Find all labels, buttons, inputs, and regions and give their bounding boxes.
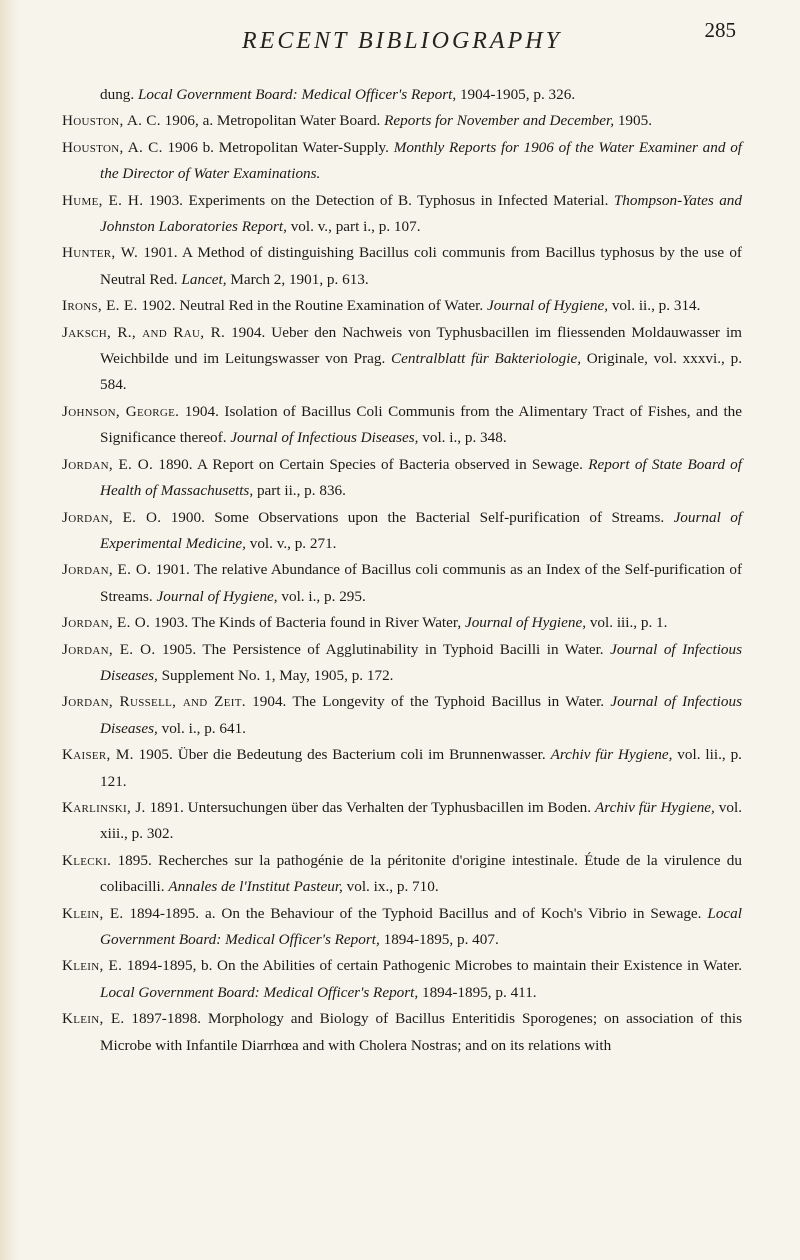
- entry-title: dung.: [100, 86, 138, 103]
- entry-title: 1905. The Persistence of Agglutinability in Typhoid Bacilli in Water.: [155, 640, 611, 658]
- entry-author: Jordan, E. O.: [62, 614, 151, 632]
- entry-title: 1900. Some Observations upon the Bacterial Self-purification of Streams.: [161, 508, 674, 526]
- entry-author: Hume, E. H.: [62, 191, 144, 209]
- entry-journal: Journal of Hygiene,: [486, 297, 609, 315]
- entry-title: 1901. A Method of distinguishing Bacillus coli communis from Bacillus typhosus by the use of Neutral Red.: [100, 244, 742, 288]
- entry-citation: vol. iii., p. 1.: [586, 614, 668, 632]
- entry-author: Kaiser, M.: [62, 746, 134, 764]
- entry-citation: vol. i., p. 641.: [157, 719, 246, 737]
- entry-title: 1895. Recherches sur la pathogénie de la péritonite d'origine intestinale. Étude de la virulence du colibacilli.: [100, 851, 742, 896]
- bibliography-entry: [62, 82, 742, 108]
- entry-title: 1904. Ueber den Nachweis von Typhusbacillen im fliessenden Moldauwasser im Weichbilde und im Leitungswasser von Prag.: [100, 323, 742, 368]
- bibliography-entry: [62, 1006, 742, 1059]
- entry-citation: vol. i., p. 348.: [418, 429, 507, 447]
- entry-title: 1891. Untersuchungen über das Verhalten der Typhusbacillen im Boden.: [145, 798, 595, 816]
- entry-author: Jordan, E. O.: [62, 640, 156, 658]
- entry-citation: 1905.: [614, 112, 652, 130]
- entry-citation: part ii., p. 836.: [253, 482, 346, 500]
- entry-title: 1890. A Report on Certain Species of Bacteria observed in Sewage.: [153, 455, 589, 473]
- entry-citation: 1894-1895, p. 407.: [379, 931, 499, 948]
- entry-journal: Thompson-Yates and Johnston Laboratories Report,: [100, 191, 742, 236]
- entry-author: Irons, E. E.: [62, 297, 138, 315]
- entry-author: Jordan, E. O.: [62, 508, 162, 526]
- entry-title: 1906 b. Metropolitan Water-Supply.: [162, 138, 394, 156]
- entry-citation: vol. ii., p. 314.: [608, 297, 701, 315]
- bibliography-entry: [62, 742, 742, 795]
- entry-author: Jaksch, R., and Rau, R.: [62, 323, 226, 341]
- entry-title: 1897-1898. Morphology and Biology of Bacillus Enteritidis Sporogenes; on association of this Microbe with Infantile Diarrhœa and with Cholera Nostras; and on its relations with: [100, 1010, 742, 1054]
- entry-title: 1901. The relative Abundance of Bacillus coli communis as an Index of the Self-purification of Streams.: [100, 561, 743, 605]
- entry-title: 1902. Neutral Red in the Routine Examination of Water.: [137, 297, 487, 315]
- entry-journal: Archiv für Hygiene,: [594, 798, 715, 816]
- bibliography-entry: [62, 293, 742, 319]
- bibliography-entry: [62, 557, 742, 610]
- entry-journal: Annales de l'Institut Pasteur,: [168, 878, 343, 896]
- entry-citation: vol. xiii., p. 302.: [100, 798, 742, 843]
- page-number: 285: [704, 18, 736, 42]
- entry-author: Houston, A. C.: [62, 112, 161, 130]
- entry-journal: Local Government Board: Medical Officer's Report,: [100, 904, 742, 948]
- entry-journal: Journal of Infectious Diseases,: [230, 429, 419, 447]
- entry-citation: vol. v., p. 271.: [245, 534, 337, 552]
- entry-citation: 1894-1895, p. 411.: [418, 983, 537, 1001]
- bibliography-entry: [62, 452, 742, 505]
- bibliography-entry: [62, 399, 742, 452]
- entry-journal: Journal of Infectious Diseases,: [100, 693, 743, 737]
- entry-title: 1906, a. Metropolitan Water Board.: [160, 112, 385, 130]
- entry-journal: Lancet,: [181, 270, 227, 288]
- entry-journal: Archiv für Hygiene,: [550, 746, 673, 764]
- running-head: [62, 18, 742, 58]
- entry-citation: vol. ix., p. 710.: [342, 878, 439, 896]
- entry-citation: vol. i., p. 295.: [277, 587, 366, 605]
- entry-journal: Local Government Board: Medical Officer's Report,: [100, 983, 419, 1001]
- entry-title: 1904. The Longevity of the Typhoid Bacillus in Water.: [245, 693, 611, 711]
- entry-title: 1903. Experiments on the Detection of B. Typhosus in Infected Material.: [143, 191, 614, 209]
- entry-journal: Journal of Hygiene,: [464, 614, 587, 632]
- entry-author: Klein, E.: [62, 1010, 125, 1028]
- entry-author: Hunter, W.: [62, 244, 139, 262]
- bibliography-entry: [62, 848, 742, 901]
- entry-title: 1905. Über die Bedeutung des Bacterium coli im Brunnenwasser.: [133, 746, 551, 764]
- entry-journal: Local Government Board: Medical Officer's Report,: [137, 86, 457, 103]
- entry-title: 1903. The Kinds of Bacteria found in River Water,: [150, 614, 465, 632]
- entry-author: Jordan, E. O.: [62, 455, 154, 473]
- entry-author: Houston, A. C.: [62, 138, 163, 156]
- entry-author: Jordan, E. O.: [62, 561, 152, 579]
- running-title: RECENT BIBLIOGRAPHY: [242, 28, 562, 54]
- bibliography-entry: [62, 901, 742, 954]
- bibliography-entry: [62, 505, 742, 558]
- entry-journal: Journal of Hygiene,: [156, 587, 278, 605]
- bibliography-entry: [62, 689, 742, 742]
- entry-citation: Supplement No. 1, May, 1905, p. 172.: [157, 666, 394, 684]
- bibliography-entry: [62, 188, 742, 241]
- entry-journal: Journal of Experimental Medicine,: [100, 508, 743, 552]
- bibliography-entry: [62, 610, 742, 636]
- bibliography-entry: [62, 320, 742, 399]
- entry-title: 1894-1895, b. On the Abilities of certain Pathogenic Microbes to maintain their Existence in Water.: [122, 957, 742, 975]
- bibliography-entry: [62, 795, 742, 848]
- bibliography-list: [62, 82, 742, 1059]
- entry-journal: Journal of Infectious Diseases,: [100, 640, 743, 684]
- entry-journal: Reports for November and December,: [384, 112, 615, 130]
- entry-author: Klein, E.: [62, 957, 123, 975]
- entry-title: 1894-1895. a. On the Behaviour of the Typhoid Bacillus and of Koch's Vibrio in Sewage.: [123, 904, 708, 922]
- entry-journal: Monthly Reports for 1906 of the Water Examiner and of the Director of Water Examinations.: [100, 138, 743, 183]
- bibliography-entry: [62, 240, 742, 293]
- entry-citation: vol. lii., p. 121.: [100, 746, 742, 790]
- entry-citation: Originale, vol. xxxvi., p. 584.: [100, 350, 742, 394]
- entry-title: 1904. Isolation of Bacillus Coli Communis from the Alimentary Tract of Fishes, and the Significance thereof.: [100, 402, 742, 447]
- entry-citation: March 2, 1901, p. 613.: [226, 270, 369, 288]
- entry-author: Kleckı.: [62, 851, 112, 869]
- bibliography-entry: [62, 953, 742, 1006]
- entry-citation: vol. v., part i., p. 107.: [286, 218, 421, 236]
- bibliography-entry: [62, 135, 742, 188]
- entry-journal: Report of State Board of Health of Massachusetts,: [100, 455, 742, 500]
- bibliography-entry: [62, 637, 742, 690]
- entry-author: Klein, E.: [62, 904, 124, 922]
- entry-journal: Centralblatt für Bakteriologie,: [391, 350, 582, 368]
- entry-citation: 1904-1905, p. 326.: [456, 86, 576, 103]
- entry-author: Karlinski, J.: [62, 798, 146, 816]
- page-gutter-shadow: [0, 0, 18, 1260]
- entry-author: Jordan, Russell, and Zeit.: [62, 693, 246, 711]
- bibliography-entry: [62, 108, 742, 134]
- entry-author: Johnson, George.: [62, 402, 180, 420]
